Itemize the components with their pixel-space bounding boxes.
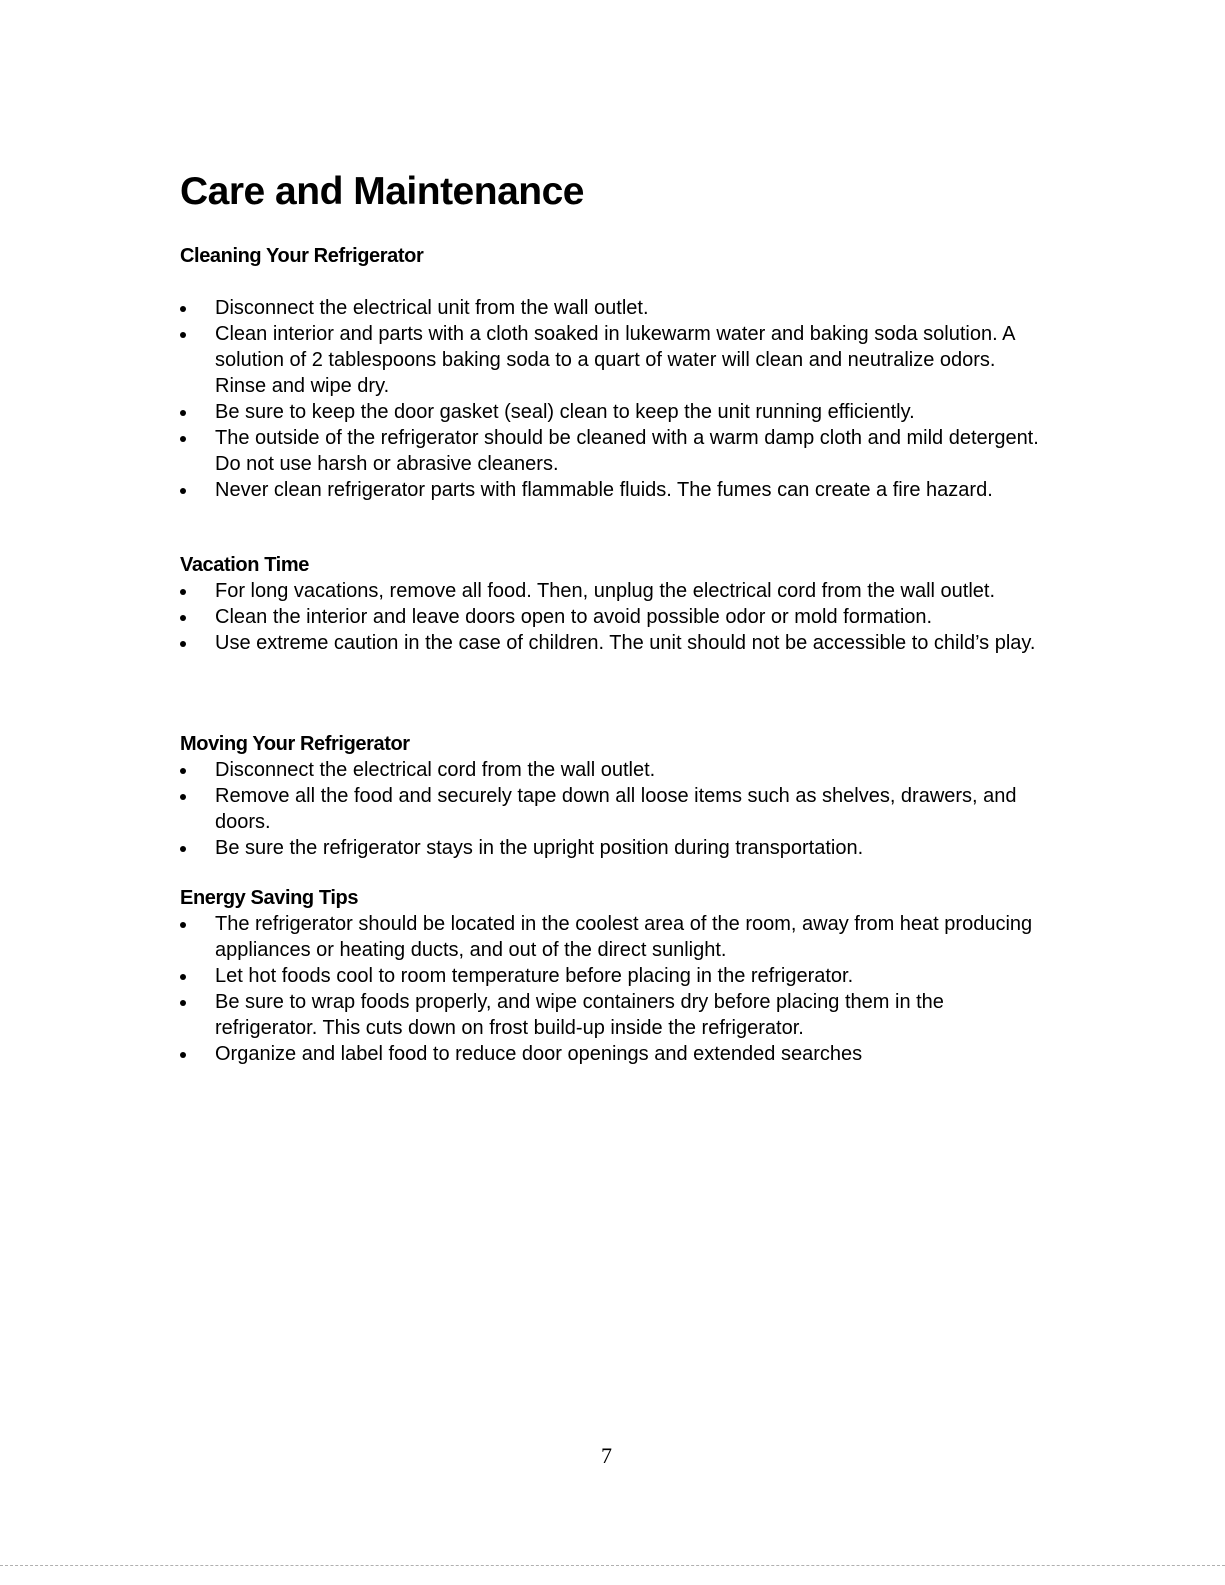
list-item-text: Disconnect the electrical unit from the wall outlet. <box>215 297 649 319</box>
list-item <box>180 963 1045 989</box>
list-item <box>180 321 1045 399</box>
bullet-icon <box>180 589 186 595</box>
bullet-list <box>180 911 1040 1067</box>
bullet-icon <box>180 768 186 774</box>
bullet-icon <box>180 1052 186 1058</box>
bullet-list <box>180 757 1040 861</box>
list-item <box>180 425 1045 477</box>
list-item-text: Remove all the food and securely tape down all loose items such as shelves, drawers, and doors. <box>215 785 1017 833</box>
list-item <box>180 578 1045 604</box>
list-item <box>180 911 1045 963</box>
bullet-icon <box>180 641 186 647</box>
section-heading: Moving Your Refrigerator <box>180 733 410 755</box>
list-item <box>180 1041 1045 1067</box>
list-item-text: For long vacations, remove all food. Then, unplug the electrical cord from the wall outlet. <box>215 580 996 602</box>
list-item-text: Clean the interior and leave doors open to avoid possible odor or mold formation. <box>215 606 933 628</box>
bullet-icon <box>180 410 186 416</box>
list-item <box>180 835 1045 861</box>
bullet-list <box>180 578 1040 656</box>
bullet-icon <box>180 1000 186 1006</box>
bullet-icon <box>180 306 186 312</box>
page-title: Care and Maintenance <box>180 170 584 213</box>
bullet-icon <box>180 436 186 442</box>
list-item-text: The outside of the refrigerator should be cleaned with a warm damp cloth and mild detergent. Do not use harsh or abrasive cleaners. <box>215 427 1039 475</box>
bullet-icon <box>180 615 186 621</box>
section-cleaning <box>180 243 1040 503</box>
section-heading: Energy Saving Tips <box>180 887 359 909</box>
list-item <box>180 604 1045 630</box>
list-item-text: Never clean refrigerator parts with flammable fluids. The fumes can create a fire hazard. <box>215 479 993 501</box>
list-item <box>180 757 1045 783</box>
section-heading: Vacation Time <box>180 554 309 576</box>
list-item-text: Organize and label food to reduce door openings and extended searches <box>215 1043 863 1065</box>
list-item-text: Use extreme caution in the case of children. The unit should not be accessible to child’s play. <box>215 632 1036 654</box>
list-item-text: Disconnect the electrical cord from the wall outlet. <box>215 759 656 781</box>
section-vacation <box>180 552 1040 656</box>
list-item <box>180 295 1045 321</box>
section-heading: Cleaning Your Refrigerator <box>180 245 424 267</box>
bullet-list <box>180 295 1040 503</box>
bullet-icon <box>180 794 186 800</box>
page-number: 7 <box>601 1443 612 1468</box>
list-item <box>180 630 1045 656</box>
bullet-icon <box>180 846 186 852</box>
list-item-text: Be sure the refrigerator stays in the upright position during transportation. <box>215 837 864 859</box>
list-item-text: Let hot foods cool to room temperature before placing in the refrigerator. <box>215 965 854 987</box>
section-energy-saving <box>180 885 1040 1067</box>
list-item-text: Clean interior and parts with a cloth soaked in lukewarm water and baking soda solution. A solution of 2 tablespoons baking soda to a quart of water will clean and neutralize odors. Rinse and wipe dry. <box>215 323 1015 397</box>
bullet-icon <box>180 332 186 338</box>
section-moving <box>180 731 1040 861</box>
list-item <box>180 989 1045 1041</box>
list-item-text: Be sure to keep the door gasket (seal) clean to keep the unit running efficiently. <box>215 401 915 423</box>
list-item-text: Be sure to wrap foods properly, and wipe containers dry before placing them in the refrigerator. This cuts down on frost build-up inside the refrigerator. <box>215 991 944 1039</box>
list-item <box>180 783 1045 835</box>
list-item <box>180 477 1045 503</box>
bullet-icon <box>180 974 186 980</box>
scan-edge-divider <box>0 1565 1225 1566</box>
bullet-icon <box>180 488 186 494</box>
list-item <box>180 399 1045 425</box>
list-item-text: The refrigerator should be located in the coolest area of the room, away from heat producing appliances or heating ducts, and out of the direct sunlight. <box>215 913 1033 961</box>
bullet-icon <box>180 922 186 928</box>
